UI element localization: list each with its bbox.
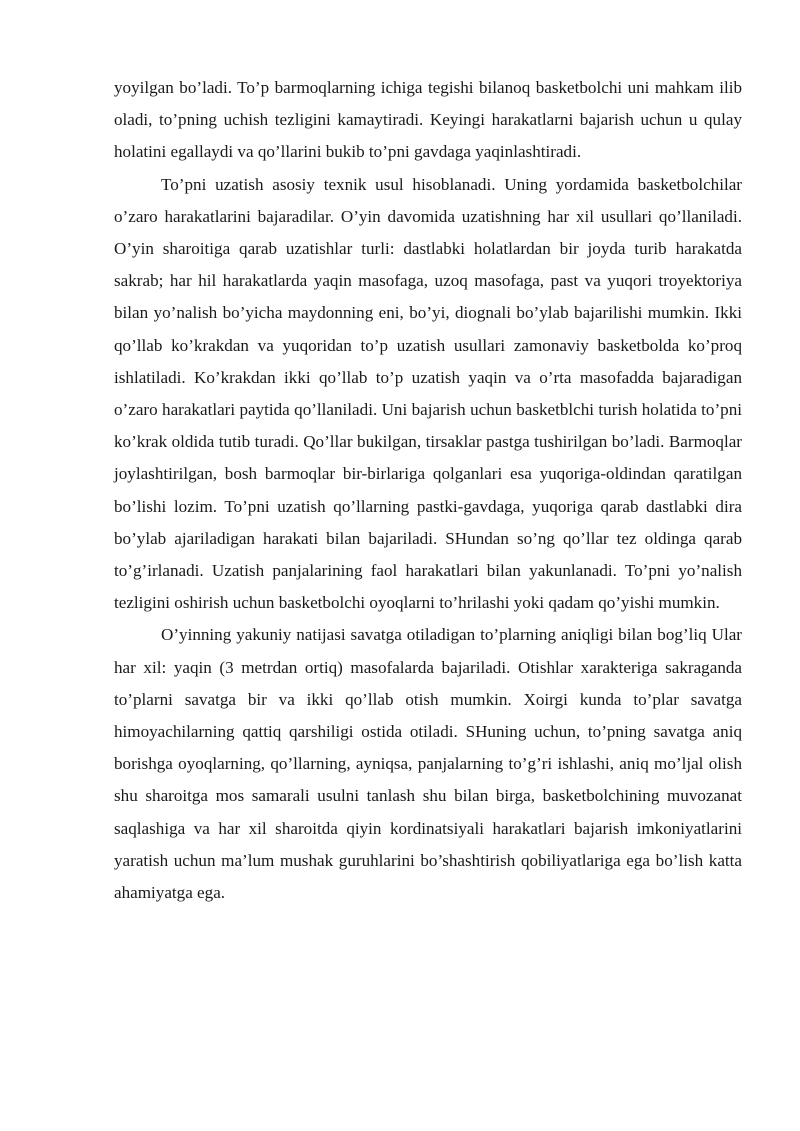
paragraph-2: To’pni uzatish asosiy texnik usul hisoblanadi. Uning yordamida basketbolchilar o’zaro harakatlarini bajaradilar. O’yin davomida uzatishning har xil usullari qo’llaniladi. O’yin sharoitiga qarab uzatishlar turli: dastlabki holatlardan bir joyda turib harakatda sakrab; har hil harakatlarda yaqin masofaga, uzoq masofaga, past va yuqori troyektoriya bilan yo’nalish bo’yicha maydonning eni, bo’yi, diognali bo’ylab bajarilishi mumkin. Ikki qo’llab ko’krakdan va yuqoridan to’p uzatish usullari zamonaviy basketbolda ko’proq ishlatiladi. Ko’krakdan ikki qo’llab to’p uzatish yaqin va o’rta masofadda bajaradigan o’zaro harakatlari paytida qo’llaniladi. Uni bajarish uchun basketblchi turish holatida to’pni ko’krak oldida tutib turadi. Qo’llar bukilgan, tirsaklar pastga tushirilgan bo’ladi. Barmoqlar joylashtirilgan, bosh barmoqlar bir-birlariga qolganlari esa yuqoriga-oldindan qaratilgan bo’lishi lozim. To’pni uzatish qo’llarning pastki-gavdaga, yuqoriga qarab dastlabki dira bo’ylab ajariladigan harakati bilan bajariladi. SHundan so’ng qo’llar tez oldinga qarab to’g’irlanadi. Uzatish panjalarining faol harakatlari bilan yakunlanadi. To’pni yo’nalish tezligini oshirish uchun basketbolchi oyoqlarni to’hrilashi yoki qadam qo’yishi mumkin. (114, 174, 742, 613)
paragraph-3: O’yinning yakuniy natijasi savatga otiladigan to’plarning aniqligi bilan bog’liq Ular har xil: yaqin (3 metrdan ortiq) masofalarda bajariladi. Otishlar xarakteriga sakraganda to’plarni savatga bir va ikki qo’llab otish mumkin. Xoirgi kunda to’plar savatga himoyachilarning qattiq qarshiligi ostida otiladi. SHuning uchun, to’pning savatga aniq borishga oyoqlarning, qo’llarning, ayniqsa, panjalarning to’g’ri ishlashi, aniq mo’ljal olish shu sharoitga mos samarali usulni tanlash shu bilan birga, basketbolchining muvozanat saqlashiga va har xil sharoitda qiyin kordinatsiyali harakatlari bajarish imkoniyatlarini yaratish uchun ma’lum mushak guruhlarini bo’shashtirish qobiliyatlariga ega bo’lish katta ahamiyatga ega. (114, 625, 742, 903)
document-page (114, 72, 742, 909)
paragraph-1: yoyilgan bo’ladi. To’p barmoqlarning ichiga tegishi bilanoq basketbolchi uni mahkam ilib oladi, to’pning uchish tezligini kamaytiradi. Keyingi harakatlarni bajarish uchun u qulay holatini egallaydi va qo’llarini bukib to’pni gavdaga yaqinlashtiradi. (114, 78, 742, 162)
